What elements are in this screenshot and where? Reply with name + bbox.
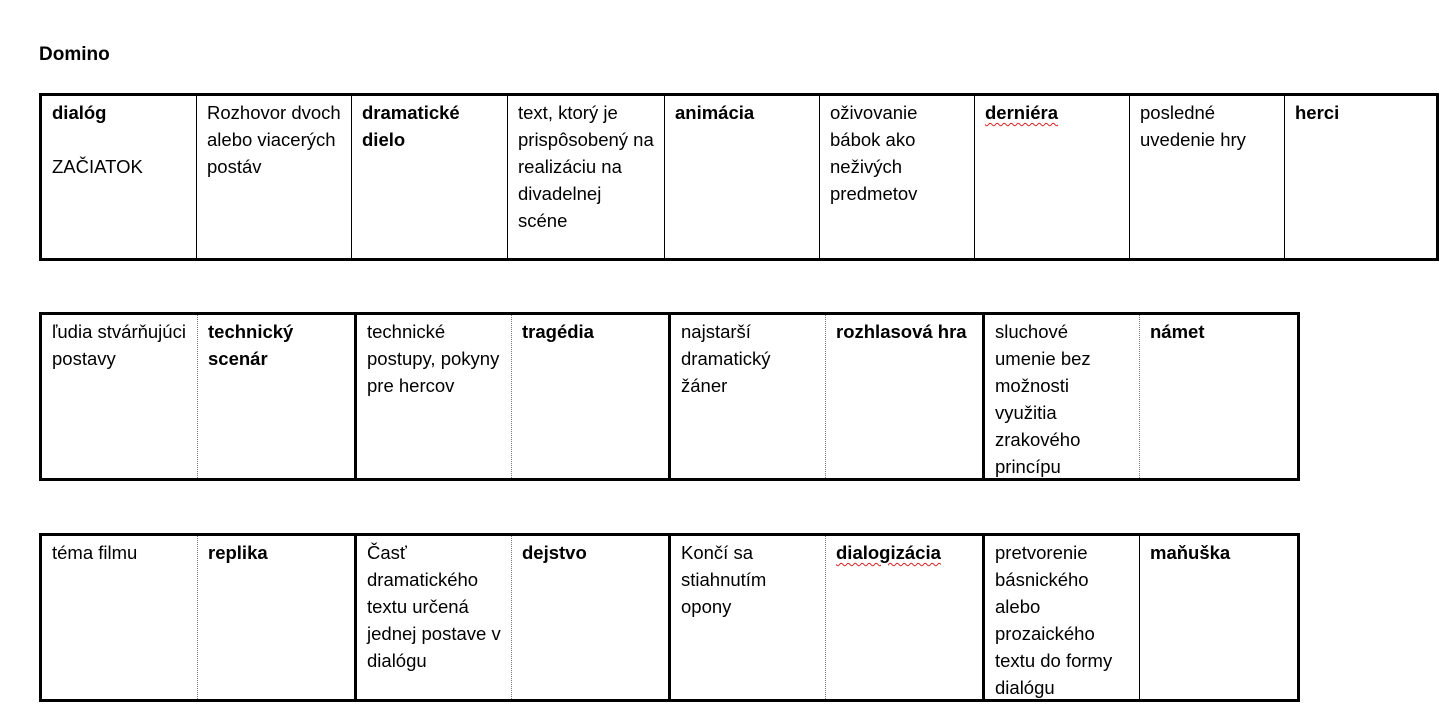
domino-cell-term: maňuška <box>1139 536 1297 699</box>
domino-cell-definition: téma filmu <box>52 542 138 563</box>
domino-cell-term <box>42 96 196 258</box>
domino-cell-term: technický scenár <box>197 315 354 478</box>
domino-cell-definition: sluchové umenie bez možnosti využitia zrakového princípu <box>982 315 1139 478</box>
domino-table-3 <box>39 533 1300 702</box>
domino-cell-term: tragédia <box>511 315 668 478</box>
document-title: Domino <box>39 44 110 65</box>
domino-cell-term: dramatické dielo <box>351 96 507 258</box>
domino-table-1 <box>39 93 1439 261</box>
domino-cell-definition: Časť dramatického textu určená jednej postave v dialógu <box>354 536 511 699</box>
domino-cell-term: rozhlasová hra <box>825 315 982 478</box>
domino-cell-definition: oživovanie bábok ako neživých predmetov <box>819 96 974 258</box>
domino-cell-definition: Končí sa stiahnutím opony <box>668 536 825 699</box>
domino-cell-definition: technické postupy, pokyny pre hercov <box>354 315 511 478</box>
domino-cell-term: herci <box>1284 96 1436 258</box>
cell-text: dialogizácia <box>836 542 941 563</box>
domino-cell-term: námet <box>1139 315 1297 478</box>
domino-cell-term: replika <box>197 536 354 699</box>
domino-cell-definition: text, ktorý je prispôsobený na realizáciu na divadelnej scéne <box>507 96 664 258</box>
domino-cell-term: animácia <box>664 96 819 258</box>
domino-cell-term: dejstvo <box>511 536 668 699</box>
domino-cell-definition: posledné uvedenie hry <box>1129 96 1284 258</box>
domino-cell-definition: najstarší dramatický žáner <box>668 315 825 478</box>
domino-table-2 <box>39 312 1300 481</box>
cell-text: derniéra <box>985 102 1059 123</box>
domino-cell-definition: pretvorenie básnického alebo prozaického textu do formy dialógu <box>982 536 1139 699</box>
start-label: ZAČIATOK <box>52 156 143 177</box>
domino-cell-definition: Rozhovor dvoch alebo viacerých postáv <box>196 96 351 258</box>
domino-cell-definition: ľudia stvárňujúci postavy <box>52 321 186 369</box>
cell-text: dialóg <box>52 102 107 123</box>
domino-cell-term <box>825 536 982 699</box>
domino-cell-term <box>974 96 1129 258</box>
